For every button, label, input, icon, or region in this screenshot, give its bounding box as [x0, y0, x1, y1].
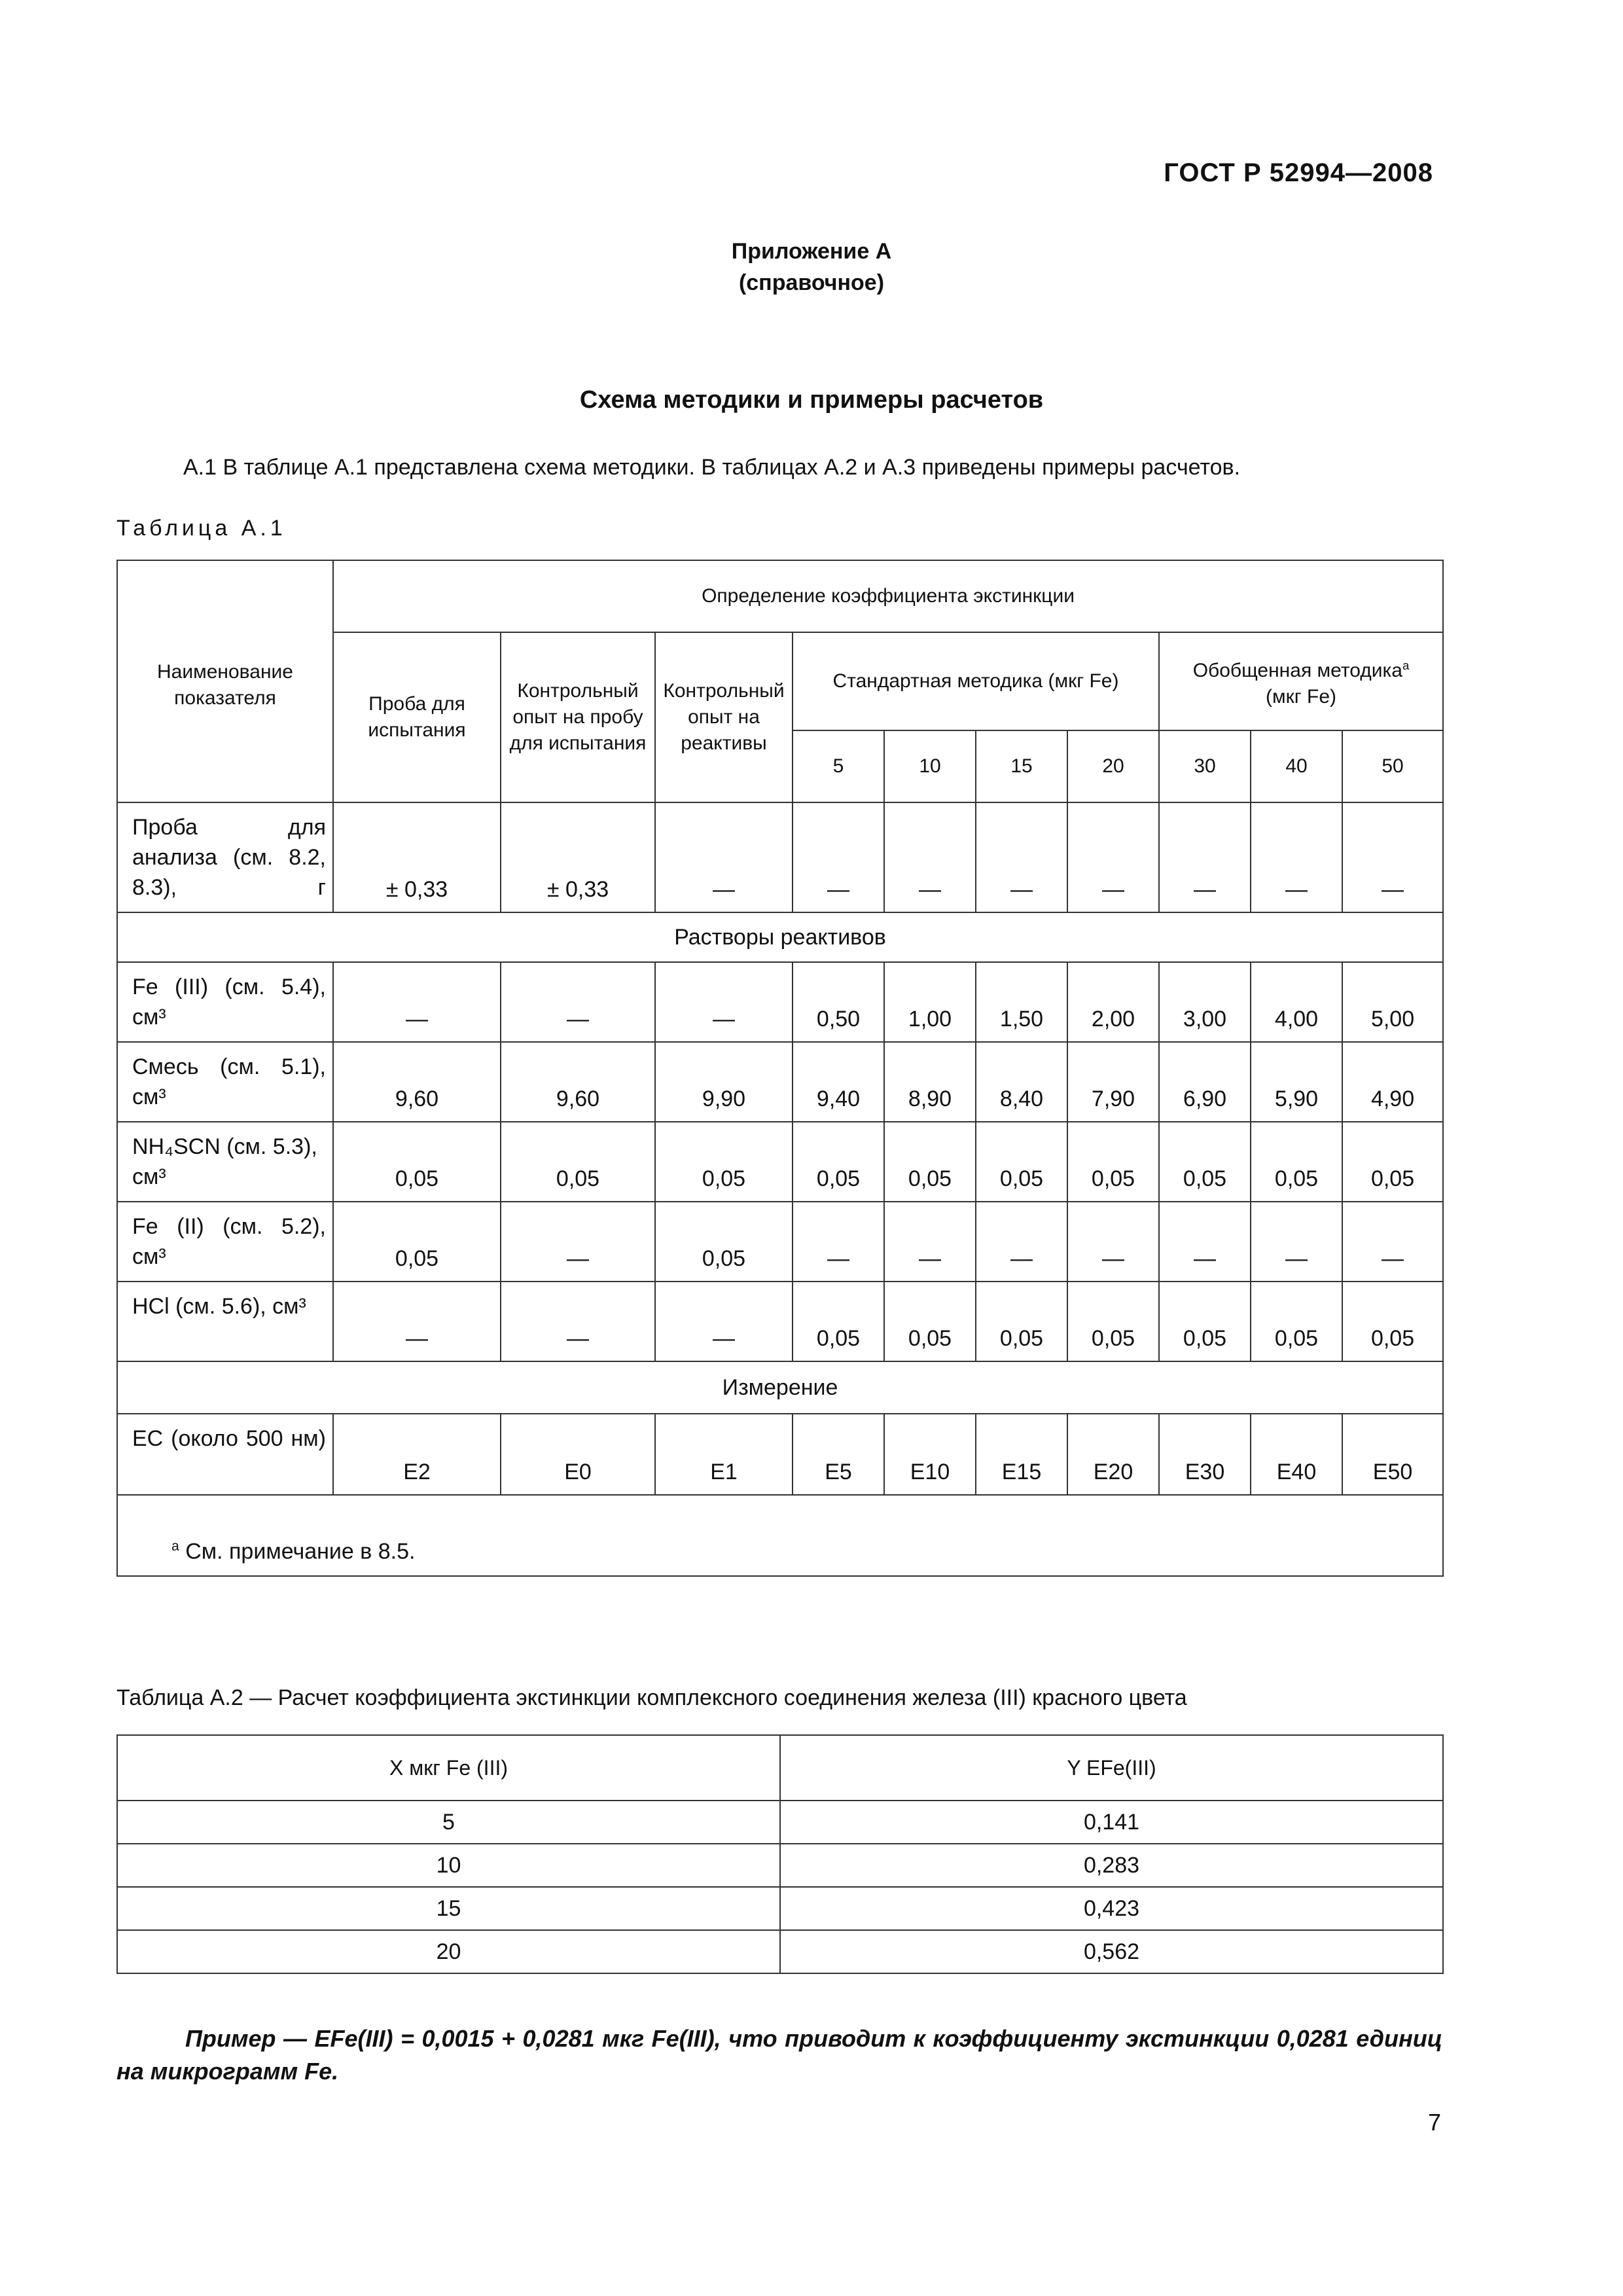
table-cell: E1	[655, 1414, 793, 1495]
table-cell: 0,05	[501, 1122, 655, 1202]
row-label: Fe (II) (см. 5.2), см³	[117, 1202, 333, 1282]
table-a2-header-row	[117, 1735, 1443, 1801]
table-row	[117, 1844, 1443, 1887]
col-control-reagents-header: Контрольный опыт на реактивы	[655, 632, 793, 802]
table-cell: 7,90	[1067, 1042, 1159, 1122]
section-label-reagents: Растворы реактивов	[117, 912, 1443, 962]
appendix-subtitle: (справочное)	[738, 270, 885, 295]
level-header: 5	[793, 730, 884, 802]
table-a2	[116, 1734, 1444, 1974]
table-cell: 1,00	[884, 962, 976, 1042]
indicator-header: Наименование показателя	[117, 560, 333, 802]
table-cell: 10	[117, 1844, 780, 1887]
section-row-measurement	[117, 1361, 1443, 1414]
table-a1-footnote-row	[117, 1495, 1443, 1576]
table-cell: 20	[117, 1930, 780, 1973]
table-cell: —	[793, 1202, 884, 1282]
table-cell: 15	[117, 1887, 780, 1930]
level-header: 10	[884, 730, 976, 802]
table-cell: —	[501, 1282, 655, 1361]
table-cell: 0,05	[884, 1282, 976, 1361]
table-row-fe2	[117, 1202, 1443, 1282]
table-a1	[116, 560, 1444, 1577]
table-cell: 0,05	[655, 1122, 793, 1202]
table-cell: —	[655, 1282, 793, 1361]
table-cell: E0	[501, 1414, 655, 1495]
table-row-sample	[117, 802, 1443, 912]
table-cell: —	[501, 962, 655, 1042]
table-cell: —	[976, 1202, 1067, 1282]
table-cell: 0,05	[884, 1122, 976, 1202]
col-generalized-header	[1159, 632, 1443, 730]
table-cell: 9,60	[333, 1042, 501, 1122]
col-sample-header: Проба для испытания	[333, 632, 501, 802]
level-header: 15	[976, 730, 1067, 802]
table-row-fe3	[117, 962, 1443, 1042]
table-cell: 0,05	[1342, 1122, 1443, 1202]
table-cell: —	[1067, 1202, 1159, 1282]
section-row-reagents	[117, 912, 1443, 962]
table-cell: 0,141	[780, 1801, 1443, 1844]
table-cell: 0,05	[976, 1282, 1067, 1361]
table-cell: 0,05	[1342, 1282, 1443, 1361]
table-cell: ± 0,33	[501, 802, 655, 912]
table-cell: 4,00	[1251, 962, 1342, 1042]
table-cell: —	[976, 802, 1067, 912]
table-cell: 0,05	[793, 1282, 884, 1361]
table-cell: 0,05	[976, 1122, 1067, 1202]
table-cell: 0,05	[1159, 1122, 1251, 1202]
table-row	[117, 1930, 1443, 1973]
table-cell: 2,00	[1067, 962, 1159, 1042]
example-paragraph	[116, 2022, 1442, 2088]
table-a1-caption	[116, 516, 287, 541]
row-label: Проба для анализа (см. 8.2, 8.3), г	[117, 802, 333, 912]
table-cell: —	[793, 802, 884, 912]
table-cell: 9,40	[793, 1042, 884, 1122]
table-cell: E5	[793, 1414, 884, 1495]
table-cell: 0,05	[1251, 1282, 1342, 1361]
table-cell: —	[1159, 802, 1251, 912]
appendix-heading	[0, 236, 1623, 298]
table-a1-header-row	[117, 560, 1443, 632]
table-cell: 4,90	[1342, 1042, 1443, 1122]
table-cell: —	[655, 802, 793, 912]
table-cell: ± 0,33	[333, 802, 501, 912]
section-title: Схема методики и примеры расчетов	[579, 386, 1044, 414]
table-a1-footnote	[117, 1495, 1443, 1576]
col-y-header: Y EFe(III)	[780, 1735, 1443, 1801]
table-cell: 0,562	[780, 1930, 1443, 1973]
table-cell: 6,90	[1159, 1042, 1251, 1122]
table-cell: —	[1251, 802, 1342, 912]
table-cell: 0,05	[1067, 1122, 1159, 1202]
table-cell: —	[884, 802, 976, 912]
table-cell: —	[333, 1282, 501, 1361]
table-row	[117, 1887, 1443, 1930]
table-row-hcl	[117, 1282, 1443, 1361]
table-cell: 0,05	[1159, 1282, 1251, 1361]
table-cell: —	[1342, 802, 1443, 912]
page-number: 7	[1427, 2109, 1441, 2136]
example-text: Пример — EFe(III) = 0,0015 + 0,0281 мкг Fe(III), что приводит к коэффициенту экстинкции 0,0281 единиц на микрограмм Fe.	[116, 2025, 1442, 2085]
table-cell: —	[1342, 1202, 1443, 1282]
table-cell: —	[333, 962, 501, 1042]
table-row	[117, 1801, 1443, 1844]
table-cell: —	[1067, 802, 1159, 912]
row-label: Fe (III) (см. 5.4), см³	[117, 962, 333, 1042]
table-row-ec	[117, 1414, 1443, 1495]
table-cell: 5,00	[1342, 962, 1443, 1042]
section-label-measurement: Измерение	[117, 1361, 1443, 1414]
col-generalized-label: Обобщенная методика	[1192, 660, 1402, 681]
table-cell: 5,90	[1251, 1042, 1342, 1122]
footnote-text: См. примечание в 8.5.	[185, 1539, 416, 1564]
level-header: 20	[1067, 730, 1159, 802]
table-cell: 0,05	[1067, 1282, 1159, 1361]
footnote-mark: a	[171, 1539, 179, 1554]
table-cell: E2	[333, 1414, 501, 1495]
table-cell: 8,90	[884, 1042, 976, 1122]
table-cell: 0,423	[780, 1887, 1443, 1930]
table-cell: —	[1159, 1202, 1251, 1282]
level-header: 50	[1342, 730, 1443, 802]
col-generalized-unit: (мкг Fe)	[1266, 686, 1337, 708]
table-cell: E20	[1067, 1414, 1159, 1495]
intro-paragraph: А.1 В таблице А.1 представлена схема методики. В таблицах А.2 и А.3 приведены примеры расчетов.	[183, 455, 1241, 480]
table-cell: —	[1251, 1202, 1342, 1282]
table-cell: 0,05	[1251, 1122, 1342, 1202]
table-cell: 5	[117, 1801, 780, 1844]
row-label: NH₄SCN (см. 5.3), см³	[117, 1122, 333, 1202]
row-label: HCl (см. 5.6), см³	[117, 1282, 333, 1361]
table-cell: E30	[1159, 1414, 1251, 1495]
appendix-title: Приложение А	[731, 239, 892, 264]
row-label: Смесь (см. 5.1), см³	[117, 1042, 333, 1122]
table-cell: 0,50	[793, 962, 884, 1042]
table-cell: 3,00	[1159, 962, 1251, 1042]
table-a1-caption-text: Таблица А.1	[116, 516, 287, 541]
group-header: Определение коэффициента экстинкции	[333, 560, 1443, 632]
table-cell: 0,283	[780, 1844, 1443, 1887]
standard-header: ГОСТ Р 52994—2008	[1164, 158, 1433, 187]
table-cell: —	[501, 1202, 655, 1282]
table-cell: —	[655, 962, 793, 1042]
col-x-header: X мкг Fe (III)	[117, 1735, 780, 1801]
table-cell: E10	[884, 1414, 976, 1495]
table-cell: 0,05	[793, 1122, 884, 1202]
table-a2-caption: Таблица А.2 — Расчет коэффициента экстинкции комплексного соединения железа (III) красного цвета	[116, 1685, 1187, 1710]
col-control-sample-header: Контрольный опыт на пробу для испытания	[501, 632, 655, 802]
level-header: 30	[1159, 730, 1251, 802]
table-cell: E40	[1251, 1414, 1342, 1495]
table-cell: E15	[976, 1414, 1067, 1495]
table-cell: 0,05	[333, 1122, 501, 1202]
table-cell: 0,05	[333, 1202, 501, 1282]
col-generalized-footnote-mark: a	[1402, 658, 1410, 672]
table-row-mix	[117, 1042, 1443, 1122]
table-cell: 8,40	[976, 1042, 1067, 1122]
table-cell: E50	[1342, 1414, 1443, 1495]
table-cell: 9,90	[655, 1042, 793, 1122]
table-row-nh4scn	[117, 1122, 1443, 1202]
row-label: EC (около 500 нм)	[117, 1414, 333, 1495]
table-cell: 9,60	[501, 1042, 655, 1122]
table-cell: —	[884, 1202, 976, 1282]
level-header: 40	[1251, 730, 1342, 802]
table-cell: 0,05	[655, 1202, 793, 1282]
table-cell: 1,50	[976, 962, 1067, 1042]
col-standard-header: Стандартная методика (мкг Fe)	[793, 632, 1159, 730]
